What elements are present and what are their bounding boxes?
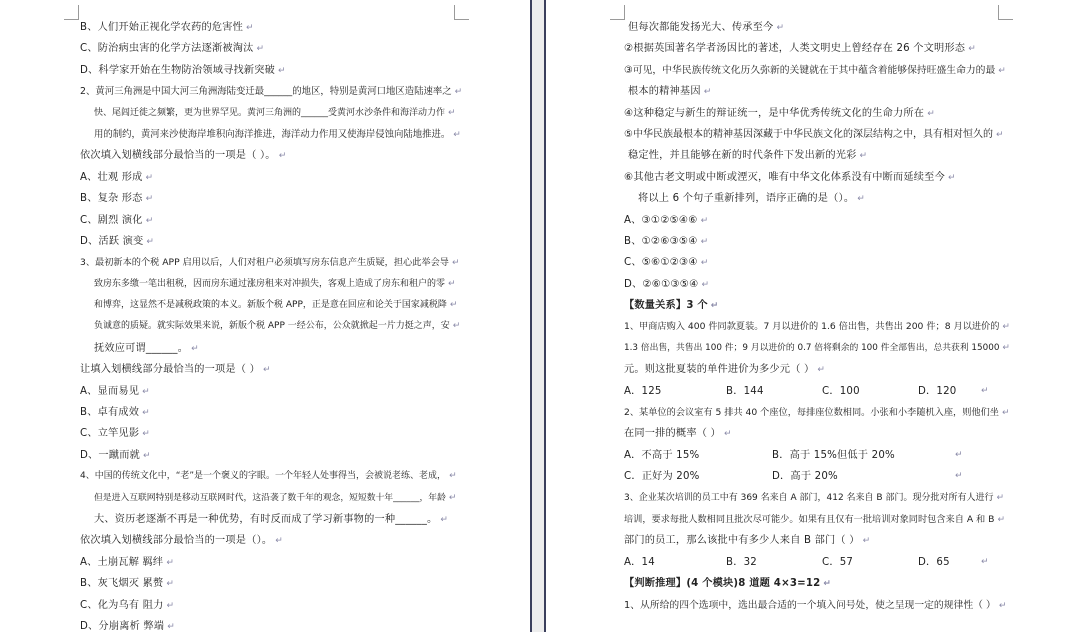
- paragraph-mark-icon: ↵: [981, 556, 989, 567]
- line-text: 1.3 倍出售，共售出 100 件；9 月以进价的 0.7 倍将剩余的 100 件全部售出，总共获利 15000: [624, 342, 1000, 353]
- line-text: 培训，要求每批人数相同且批次尽可能少。如果有且仅有一批培训对象同时包含来自 A 和 B: [624, 513, 995, 525]
- line-text: A、壮观 形成: [80, 171, 143, 183]
- left-page-text: [80, 17, 463, 632]
- document-line: [80, 338, 460, 359]
- document-line: [624, 231, 1008, 252]
- line-text: ②根据英国著名学者汤因比的著述，人类文明史上曾经存在 26 个文明形态: [624, 43, 966, 55]
- paragraph-mark-icon: ↵: [275, 536, 284, 547]
- question-line: [624, 359, 1008, 380]
- document-line: [80, 530, 460, 551]
- paragraph-mark-icon: ↵: [857, 194, 865, 205]
- document-line: [624, 167, 1008, 188]
- paragraph-mark-icon: ↵: [448, 107, 456, 118]
- paragraph-mark-icon: ↵: [166, 579, 175, 590]
- line-text: B、①②⑥③⑤④: [624, 235, 698, 247]
- line-text: 1、从所给的四个选项中，选出最合适的一个填入问号处，使之呈现一定的规律性（ ）: [624, 599, 996, 611]
- question-line: [624, 530, 1008, 551]
- document-line: [624, 60, 1008, 81]
- paragraph-mark-icon: ↵: [700, 215, 709, 226]
- answer-option: B．高于 15%但低于 20%: [772, 449, 895, 461]
- document-line: [624, 124, 1008, 145]
- line-text: ④这种稳定与新生的辩证统一，是中华优秀传统文化的生命力所在: [624, 107, 925, 119]
- paragraph-mark-icon: ↵: [448, 278, 456, 289]
- paragraph-mark-icon: ↵: [1002, 342, 1010, 353]
- line-text: C、⑤⑥①②③④: [624, 257, 698, 269]
- paragraph-mark-icon: ↵: [256, 44, 265, 55]
- document-line: [80, 252, 460, 273]
- line-text: 让填入划横线部分最恰当的一项是（ ）: [80, 364, 261, 376]
- page-corner-mark: [64, 5, 79, 20]
- question-line: [624, 509, 1008, 530]
- paragraph-mark-icon: ↵: [1002, 408, 1010, 419]
- paragraph-mark-icon: ↵: [817, 365, 826, 376]
- line-text: D、活跃 演变: [80, 235, 144, 247]
- section-heading: [624, 295, 1008, 316]
- line-text: 致房东多缴一笔出租税，因而房东通过涨房租来对冲损失，客观上造成了房东和租户的零: [94, 278, 446, 289]
- document-line: [80, 231, 460, 252]
- line-text: C、化为乌有 阻力: [80, 599, 164, 611]
- line-text: 2、黄河三角洲是中国大河三角洲海陆变迁最______的地区，特别是黄河口地区造陆速率之: [80, 86, 452, 98]
- document-line: [80, 210, 460, 231]
- question-line: [624, 402, 1008, 423]
- paragraph-mark-icon: ↵: [453, 129, 461, 140]
- document-line: [80, 124, 460, 145]
- answer-option: A．不高于 15%: [624, 449, 700, 461]
- paragraph-mark-icon: ↵: [278, 65, 286, 76]
- document-line: [624, 252, 1008, 273]
- document-line: [80, 509, 460, 530]
- line-text: D、②⑥①③⑤④: [624, 278, 699, 290]
- paragraph-mark-icon: ↵: [703, 87, 712, 98]
- answer-option: D．120: [918, 385, 957, 397]
- line-text: 【数量关系】3 个: [624, 300, 708, 312]
- line-text: 4、中国的传统文化中，“老”是一个褒义的字眼。一个年轻人处事得当，会被说老练、老成，: [80, 471, 447, 482]
- paragraph-mark-icon: ↵: [449, 471, 457, 482]
- line-text: A、③①②⑤④⑥: [624, 214, 698, 226]
- document-line: [624, 17, 1008, 38]
- answer-option: C．正好为 20%: [624, 471, 700, 483]
- line-text: 3、最初新本的个税 APP 启用以后，人们对租户必须填写房东信息产生质疑，担心此举会导: [80, 257, 449, 269]
- paragraph-mark-icon: ↵: [246, 23, 254, 33]
- paragraph-mark-icon: ↵: [927, 108, 935, 119]
- answer-option: B．32: [726, 556, 757, 568]
- document-line: [624, 188, 1008, 209]
- paragraph-mark-icon: ↵: [166, 600, 175, 611]
- line-text: C、防治病虫害的化学方法逐渐被淘汰: [80, 43, 254, 55]
- paragraph-mark-icon: ↵: [700, 258, 709, 269]
- options-row: [624, 552, 1008, 573]
- paragraph-mark-icon: ↵: [981, 385, 989, 396]
- document-line: [80, 466, 460, 487]
- line-text: D、科学家开始在生物防治领域寻找新突破: [80, 64, 276, 76]
- document-line: [80, 359, 460, 380]
- paragraph-mark-icon: ↵: [859, 151, 868, 162]
- paragraph-mark-icon: ↵: [191, 343, 199, 354]
- paragraph-mark-icon: ↵: [263, 365, 271, 376]
- line-text: 将以上 6 个句子重新排列，语序正确的是（）。: [638, 193, 855, 205]
- document-line: [624, 210, 1008, 231]
- document-line: [80, 445, 460, 466]
- line-text: ⑥其他古老文明或中断或湮灭，唯有中华文化体系没有中断而延续至今: [624, 171, 945, 183]
- document-line: [80, 274, 460, 295]
- page-gutter: [530, 0, 546, 632]
- paragraph-mark-icon: ↵: [955, 471, 963, 482]
- paragraph-mark-icon: ↵: [452, 258, 460, 269]
- line-text: 1、甲商店购入 400 件同款夏装。7 月以进价的 1.6 倍出售，共售出 200 件；8 月以进价的: [624, 321, 1000, 333]
- document-line: [80, 17, 460, 38]
- paragraph-mark-icon: ↵: [723, 429, 732, 440]
- line-text: 但是进入互联网特别是移动互联网时代，这沿袭了数千年的观念，短短数十年______，年龄: [94, 492, 446, 503]
- line-text: ③可见，中华民族传统文化历久弥新的关键就在于其中蕴含着能够保持旺盛生命力的最: [624, 64, 996, 76]
- document-line: [80, 38, 460, 59]
- paragraph-mark-icon: ↵: [142, 408, 150, 419]
- paragraph-mark-icon: ↵: [968, 44, 976, 55]
- paragraph-mark-icon: ↵: [700, 236, 709, 247]
- document-line: [80, 552, 460, 573]
- answer-option: B．144: [726, 385, 764, 397]
- options-row: [624, 466, 1008, 487]
- options-row: [624, 445, 1008, 466]
- line-text: ⑤中华民族最根本的精神基因深藏于中华民族文化的深层结构之中，具有相对恒久的: [624, 128, 993, 140]
- line-text: 快、尾闾迁徙之频繁，更为世界罕见。黄河三角洲的______受黄河水沙条件和海洋动力作: [94, 107, 446, 118]
- paragraph-mark-icon: ↵: [145, 215, 154, 226]
- question-line: [624, 423, 1008, 444]
- page-corner-mark: [610, 5, 625, 20]
- line-text: 大、资历老逐渐不再是一种优势，有时反而成了学习新事物的一种______。: [94, 513, 438, 525]
- line-text: 抚效应可谓______。: [94, 342, 189, 354]
- document-line: [80, 60, 460, 81]
- line-text: 元。则这批夏装的单件进价为多少元（ ）: [624, 364, 815, 376]
- line-text: B、卓有成效: [80, 407, 140, 419]
- line-text: 用的制约，黄河来沙使海岸堆积向海洋推进，海洋动力作用又使海岸侵蚀向陆地推进。: [94, 128, 451, 140]
- question-line: [624, 338, 1008, 359]
- document-line: [80, 81, 463, 102]
- answer-option: C．100: [822, 385, 860, 397]
- question-line: [624, 316, 1008, 337]
- paragraph-mark-icon: ↵: [145, 194, 154, 205]
- line-text: 3、企业某次培训的员工中有 369 名来自 A 部门，412 名来自 B 部门。现分批对所有人进行: [624, 492, 994, 503]
- paragraph-mark-icon: ↵: [998, 65, 1006, 76]
- question-line: [624, 595, 1008, 616]
- left-page: [0, 0, 530, 632]
- line-text: B、复杂 形态: [80, 193, 143, 205]
- document-line: [80, 381, 460, 402]
- line-text: 依次填入划横线部分最恰当的一项是（ ）。: [80, 150, 276, 162]
- document-line: [80, 316, 460, 337]
- document-line: [624, 38, 1008, 59]
- document-line: [80, 103, 460, 124]
- paragraph-mark-icon: ↵: [278, 151, 287, 162]
- paragraph-mark-icon: ↵: [710, 301, 719, 312]
- paragraph-mark-icon: ↵: [998, 600, 1007, 611]
- document-line: [80, 188, 460, 209]
- line-text: B、灰飞烟灭 累赘: [80, 578, 164, 590]
- line-text: 和博弈，这显然不是减税政策的本义。新版个税 APP，正是意在回应和论关于国家减税降: [94, 300, 447, 311]
- line-text: B、人们开始正视化学农药的危害性: [80, 22, 243, 33]
- line-text: D、分崩离析 弊端: [80, 620, 165, 632]
- line-text: A、显而易见: [80, 385, 140, 397]
- paragraph-mark-icon: ↵: [449, 300, 458, 311]
- section-heading: [624, 573, 1008, 594]
- paragraph-mark-icon: ↵: [166, 557, 175, 568]
- paragraph-mark-icon: ↵: [701, 279, 710, 290]
- paragraph-mark-icon: ↵: [997, 514, 1006, 525]
- document-line: [624, 103, 1008, 124]
- document-line: [80, 295, 460, 316]
- paragraph-mark-icon: ↵: [448, 492, 457, 503]
- paragraph-mark-icon: ↵: [996, 492, 1004, 503]
- answer-option: C．57: [822, 556, 854, 568]
- paragraph-mark-icon: ↵: [452, 321, 461, 332]
- line-text: 负诚意的质疑。就实际效果来说，新版个税 APP 一经公布，公众就掀起一片力挺之声，安: [94, 321, 450, 332]
- paragraph-mark-icon: ↵: [142, 450, 151, 461]
- document-line: [80, 423, 460, 444]
- paragraph-mark-icon: ↵: [823, 579, 832, 590]
- line-text: C、剧烈 演化: [80, 214, 143, 226]
- line-text: 【判断推理】(4 个模块)8 道题 4×3=12: [624, 578, 821, 590]
- document-line: [80, 616, 460, 632]
- line-text: C、立竿见影: [80, 428, 140, 440]
- document-line: [80, 167, 460, 188]
- answer-option: A．14: [624, 556, 655, 568]
- right-page: [546, 0, 1080, 632]
- paragraph-mark-icon: ↵: [142, 429, 151, 440]
- line-text: 依次填入划横线部分最恰当的一项是（）。: [80, 535, 273, 547]
- options-row: [624, 381, 1008, 402]
- document-line: [80, 595, 460, 616]
- paragraph-mark-icon: ↵: [862, 536, 871, 547]
- paragraph-mark-icon: ↵: [776, 23, 785, 33]
- document-line: [624, 81, 1008, 102]
- document-line: [80, 145, 460, 166]
- paragraph-mark-icon: ↵: [454, 87, 463, 98]
- paragraph-mark-icon: ↵: [146, 236, 155, 247]
- paragraph-mark-icon: ↵: [955, 449, 963, 460]
- paragraph-mark-icon: ↵: [440, 514, 449, 525]
- line-text: D、一蹴而就: [80, 449, 140, 461]
- line-text: 稳定性，并且能够在新的时代条件下发出新的光彩: [628, 150, 857, 162]
- line-text: 部门的员工，那么该批中有多少人来自 B 部门（ ）: [624, 535, 860, 547]
- answer-option: D．65: [918, 556, 950, 568]
- document-line: [624, 274, 1008, 295]
- question-line: [624, 488, 1008, 509]
- paragraph-mark-icon: ↵: [167, 621, 175, 632]
- answer-option: D．高于 20%: [772, 471, 838, 483]
- line-text: 根本的精神基因: [628, 86, 701, 98]
- answer-option: A．125: [624, 385, 662, 397]
- document-line: [80, 402, 460, 423]
- document-line: [80, 488, 460, 509]
- line-text: 但每次都能发扬光大、传承至今: [628, 22, 774, 33]
- paragraph-mark-icon: ↵: [1002, 322, 1010, 333]
- paragraph-mark-icon: ↵: [995, 129, 1004, 140]
- line-text: 2、某单位的会议室有 5 排共 40 个座位，每排座位数相同。小张和小李随机入座，则他们坐: [624, 407, 999, 419]
- line-text: A、土崩瓦解 羁绊: [80, 556, 164, 568]
- paragraph-mark-icon: ↵: [145, 172, 154, 183]
- right-page-text: [624, 17, 1008, 616]
- paragraph-mark-icon: ↵: [947, 172, 956, 183]
- line-text: 在同一排的概率（ ）: [624, 428, 721, 440]
- document-line: [80, 573, 460, 594]
- paragraph-mark-icon: ↵: [142, 386, 150, 397]
- document-line: [624, 145, 1008, 166]
